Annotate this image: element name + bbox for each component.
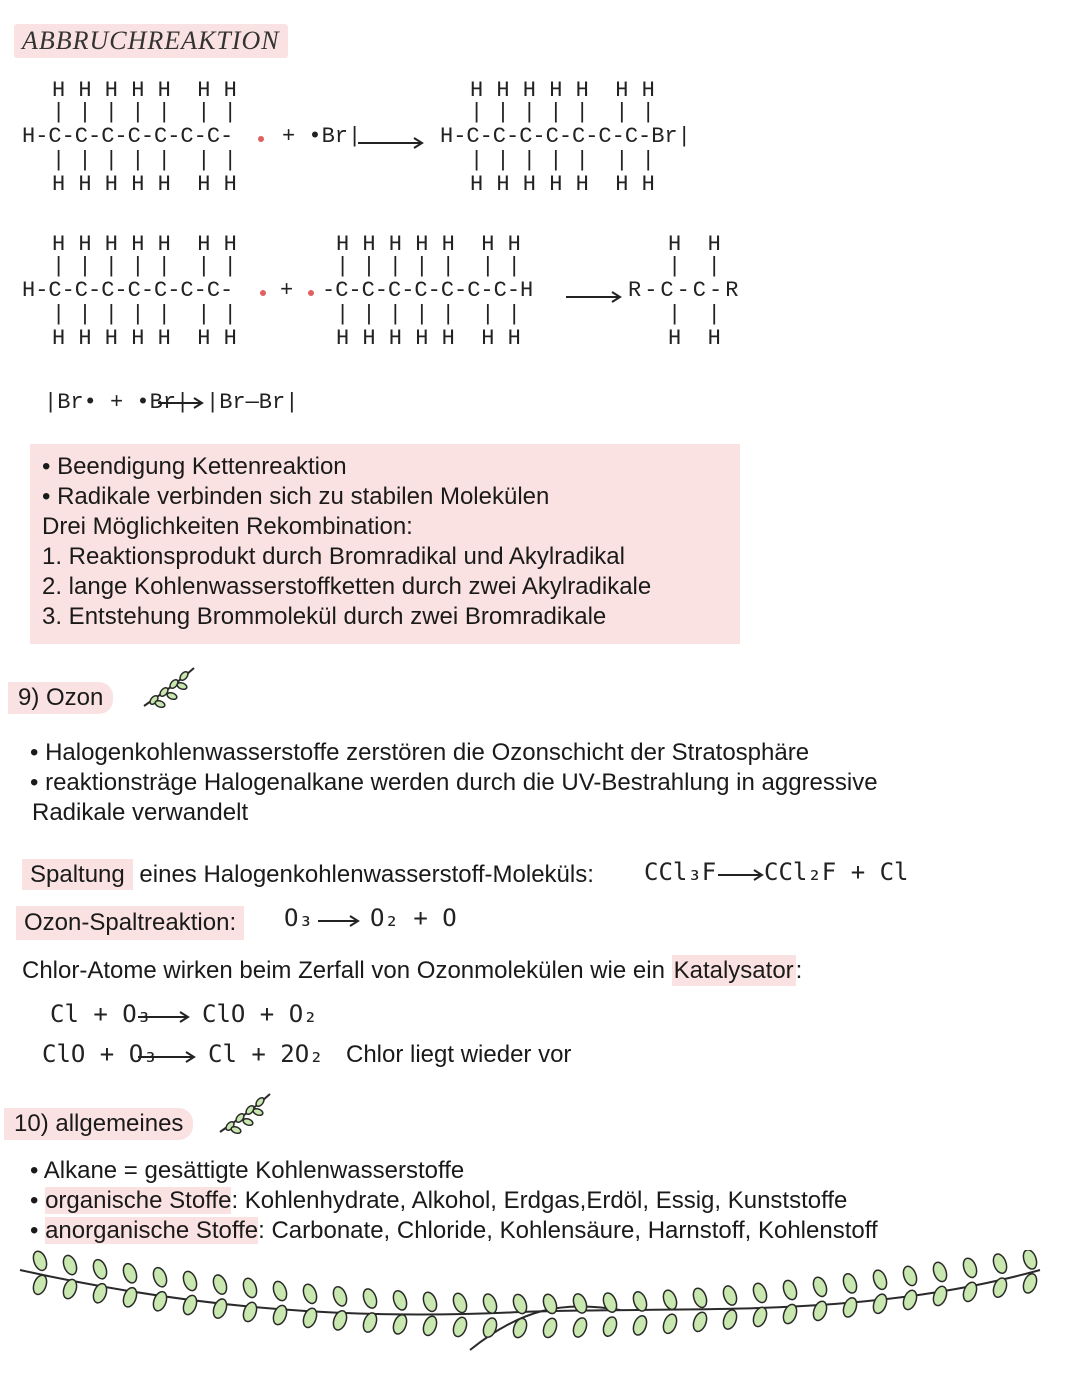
ozon-eq-left: O₃ xyxy=(284,904,313,932)
r1-left-h-bottom: H H H H H H H xyxy=(52,172,237,197)
vine-leaf xyxy=(811,1299,829,1322)
r1-prod-h-bottom: H H H H H H H xyxy=(470,172,655,197)
radical-dot xyxy=(260,290,266,296)
eq2-right: Cl + 2O₂ xyxy=(208,1040,324,1068)
summary-bullet-1: • Beendigung Kettenreaktion xyxy=(42,453,347,480)
vine-leaf xyxy=(871,1268,889,1291)
ozon-bullet-2-cont: Radikale verwandelt xyxy=(32,799,249,826)
vine-leaf xyxy=(571,1316,589,1339)
eq1-right: ClO + O₂ xyxy=(202,1000,318,1028)
r2-left-bonds-top: | | | | | | | xyxy=(52,254,237,279)
r2-prod-h-bottom: H H xyxy=(668,326,721,351)
allg-bullet-1-text: Alkane = gesättigte Kohlenwasserstoffe xyxy=(43,1157,465,1184)
r1-left-chain: H-C-C-C-C-C-C-C- xyxy=(22,124,234,149)
r2-left-chain: H-C-C-C-C-C-C-C- xyxy=(22,278,234,303)
vine-leaf xyxy=(871,1292,889,1315)
vine-leaf xyxy=(541,1316,559,1339)
allg-bullet-2: • organische Stoffe: Kohlenhydrate, Alkohol, Erdgas,Erdöl, Essig, Kunststoffe xyxy=(30,1187,848,1214)
section-heading-allgemeines: 10) allgemeines xyxy=(4,1108,193,1140)
eq1-left: Cl + O₃ xyxy=(50,1000,152,1028)
r1-prod-h-top: H H H H H H H xyxy=(470,78,655,103)
vine-leaf xyxy=(241,1276,259,1299)
r1-left-h-top: H H H H H H H xyxy=(52,78,237,103)
leaf-sprig-icon xyxy=(216,1088,276,1143)
r2-right-bonds-top: | | | | | | | xyxy=(336,254,521,279)
vine-leaf xyxy=(811,1275,829,1298)
r1-plus-reagent: + •Br| xyxy=(282,124,362,149)
vine-leaf xyxy=(1021,1250,1039,1271)
page-title: ABBRUCHREAKTION xyxy=(14,24,288,58)
chlor-text: Chlor-Atome wirken beim Zerfall von Ozonmolekülen wie ein xyxy=(22,957,672,984)
r1-left-bonds-top: | | | | | | | xyxy=(52,100,237,125)
vine-leaf xyxy=(181,1270,199,1293)
section-heading-ozon: 9) Ozon xyxy=(8,682,113,714)
vine-leaf xyxy=(391,1313,409,1336)
r2-prod-chain: R-C-C-R xyxy=(628,278,742,303)
allg-bullet-3-rest: : Carbonate, Chloride, Kohlensäure, Harnstoff, Kohlenstoff xyxy=(258,1217,878,1244)
vine-leaf xyxy=(901,1264,919,1287)
vine-leaf xyxy=(691,1286,709,1309)
summary-item-1: 1. Reaktionsprodukt durch Bromradikal und Akylradikal xyxy=(42,543,625,570)
chlor-colon: : xyxy=(795,957,803,984)
vine-leaf xyxy=(1021,1272,1039,1295)
r2-right-h-top: H H H H H H H xyxy=(336,232,521,257)
r2-prod-h-top: H H xyxy=(668,232,721,257)
spaltung-rest: eines Halogenkohlenwasserstoff-Moleküls: xyxy=(132,861,594,888)
arrow-icon xyxy=(358,136,428,154)
vine-leaf xyxy=(301,1282,319,1305)
arrow-icon xyxy=(158,396,208,414)
summary-bullet-2-text: Radikale verbinden sich zu stabilen Molekülen xyxy=(57,483,550,510)
vine-garland-decoration xyxy=(0,1250,1080,1385)
allg-bullet-2-rest: : Kohlenhydrate, Alkohol, Erdgas,Erdöl, Essig, Kunststoffe xyxy=(231,1187,848,1214)
spaltung-line xyxy=(22,860,594,890)
allg-bullet-3-hl: anorganische Stoffe xyxy=(45,1217,259,1244)
vine-leaf xyxy=(391,1289,409,1312)
allg-bullet-1: • Alkane = gesättigte Kohlenwasserstoffe xyxy=(30,1157,465,1184)
vine-leaf xyxy=(181,1294,199,1317)
r1-left-bonds-bottom: | | | | | | | xyxy=(52,148,237,173)
vine-leaf xyxy=(61,1254,79,1277)
vine-leaf xyxy=(991,1276,1009,1299)
vine-leaf xyxy=(31,1250,49,1272)
vine-leaf xyxy=(781,1279,799,1302)
vine-leaf xyxy=(751,1281,769,1304)
vine-leaf xyxy=(721,1308,739,1331)
vine-leaf xyxy=(601,1315,619,1338)
r2-right-chain: -C-C-C-C-C-C-C-H xyxy=(322,278,534,303)
vine-leaf xyxy=(631,1314,649,1337)
radical-dot xyxy=(258,136,264,142)
spaltung-eq-right: CCl₂F + Cl xyxy=(764,858,909,886)
arrow-icon xyxy=(138,1050,200,1068)
vine-leaf xyxy=(511,1317,529,1340)
arrow-icon xyxy=(566,290,626,308)
vine-leaf xyxy=(91,1258,109,1281)
vine-leaf xyxy=(211,1297,229,1320)
vine-leaf xyxy=(301,1306,319,1329)
arrow-icon xyxy=(138,1010,194,1028)
vine-leaf xyxy=(211,1273,229,1296)
radical-dot xyxy=(308,290,314,296)
summary-item-2: 2. lange Kohlenwasserstoffketten durch zwei Akylradikale xyxy=(42,573,652,600)
summary-heading: Drei Möglichkeiten Rekombination: xyxy=(42,513,413,540)
vine-leaf xyxy=(331,1285,349,1308)
ozon-eq-right: O₂ + O xyxy=(370,904,457,932)
spaltung-eq-left: CCl₃F xyxy=(644,858,717,886)
ozon-bullet-2-text: reaktionsträge Halogenalkane werden durch die UV-Bestrahlung in aggressive xyxy=(45,769,878,796)
vine-leaf xyxy=(931,1284,949,1307)
vine-leaf xyxy=(721,1284,739,1307)
vine-leaf xyxy=(841,1272,859,1295)
r2-prod-bonds-bottom: | | xyxy=(668,302,721,327)
vine-leaf xyxy=(31,1273,49,1296)
vine-leaf xyxy=(271,1280,289,1303)
arrow-icon xyxy=(318,914,364,932)
eq2-note: Chlor liegt wieder vor xyxy=(346,1041,572,1068)
r2-left-bonds-bottom: | | | | | | | xyxy=(52,302,237,327)
r2-right-h-bottom: H H H H H H H xyxy=(336,326,521,351)
vine-leaf xyxy=(421,1314,439,1337)
ozon-bullet-1-text: Halogenkohlenwasserstoffe zerstören die Ozonschicht der Stratosphäre xyxy=(45,739,810,766)
vine-leaf xyxy=(421,1290,439,1313)
vine-leaf xyxy=(241,1300,259,1323)
r3-product: |Br—Br| xyxy=(206,390,299,415)
vine-leaf xyxy=(481,1316,499,1339)
vine-leaf xyxy=(271,1304,289,1327)
eq2-left: ClO + O₃ xyxy=(42,1040,158,1068)
vine-leaf xyxy=(151,1266,169,1289)
summary-box xyxy=(30,444,740,644)
allg-bullet-3: • anorganische Stoffe: Carbonate, Chloride, Kohlensäure, Harnstoff, Kohlenstoff xyxy=(30,1217,878,1244)
vine-leaf xyxy=(481,1292,499,1315)
ozon-bullet-1: • Halogenkohlenwasserstoffe zerstören die Ozonschicht der Stratosphäre xyxy=(30,739,810,766)
vine-leaf xyxy=(961,1280,979,1303)
vine-leaf xyxy=(901,1288,919,1311)
r2-prod-bonds-top: | | xyxy=(668,254,721,279)
allg-bullet-2-hl: organische Stoffe xyxy=(45,1187,232,1214)
r2-left-h-bottom: H H H H H H H xyxy=(52,326,237,351)
summary-bullet-1-text: Beendigung Kettenreaktion xyxy=(57,453,347,480)
r2-right-bonds-bottom: | | | | | | | xyxy=(336,302,521,327)
r1-prod-chain: H-C-C-C-C-C-C-C-Br| xyxy=(440,124,691,149)
r1-prod-bonds-top: | | | | | | | xyxy=(470,100,655,125)
vine-leaf xyxy=(451,1291,469,1314)
vine-leaf xyxy=(661,1312,679,1335)
r2-left-h-top: H H H H H H H xyxy=(52,232,237,257)
vine-leaf xyxy=(661,1288,679,1311)
r1-prod-bonds-bottom: | | | | | | | xyxy=(470,148,655,173)
chlor-katalysator: Katalysator xyxy=(673,957,794,984)
leaf-sprig-icon xyxy=(140,662,200,717)
vine-leaf xyxy=(931,1260,949,1283)
summary-item-3: 3. Entstehung Brommolekül durch zwei Bromradikale xyxy=(42,603,607,630)
chlor-line xyxy=(22,956,802,986)
r3-left: |Br• + •Br| xyxy=(44,390,190,415)
vine-leaf xyxy=(121,1262,139,1285)
summary-bullet-2: • Radikale verbinden sich zu stabilen Molekülen xyxy=(42,483,550,510)
ozon-bullet-2: • reaktionsträge Halogenalkane werden durch die UV-Bestrahlung in aggressive xyxy=(30,769,878,796)
ozon-label: Ozon-Spaltreaktion: xyxy=(16,906,244,940)
r2-plus: + xyxy=(280,278,294,303)
vine-leaf xyxy=(361,1287,379,1310)
vine-leaf xyxy=(451,1315,469,1338)
arrow-icon xyxy=(718,868,768,886)
vine-leaf xyxy=(151,1290,169,1313)
vine-leaf xyxy=(991,1252,1009,1275)
vine-leaf xyxy=(841,1296,859,1319)
vine-leaf xyxy=(691,1310,709,1333)
vine-leaf xyxy=(961,1256,979,1279)
spaltung-word: Spaltung xyxy=(22,859,133,890)
